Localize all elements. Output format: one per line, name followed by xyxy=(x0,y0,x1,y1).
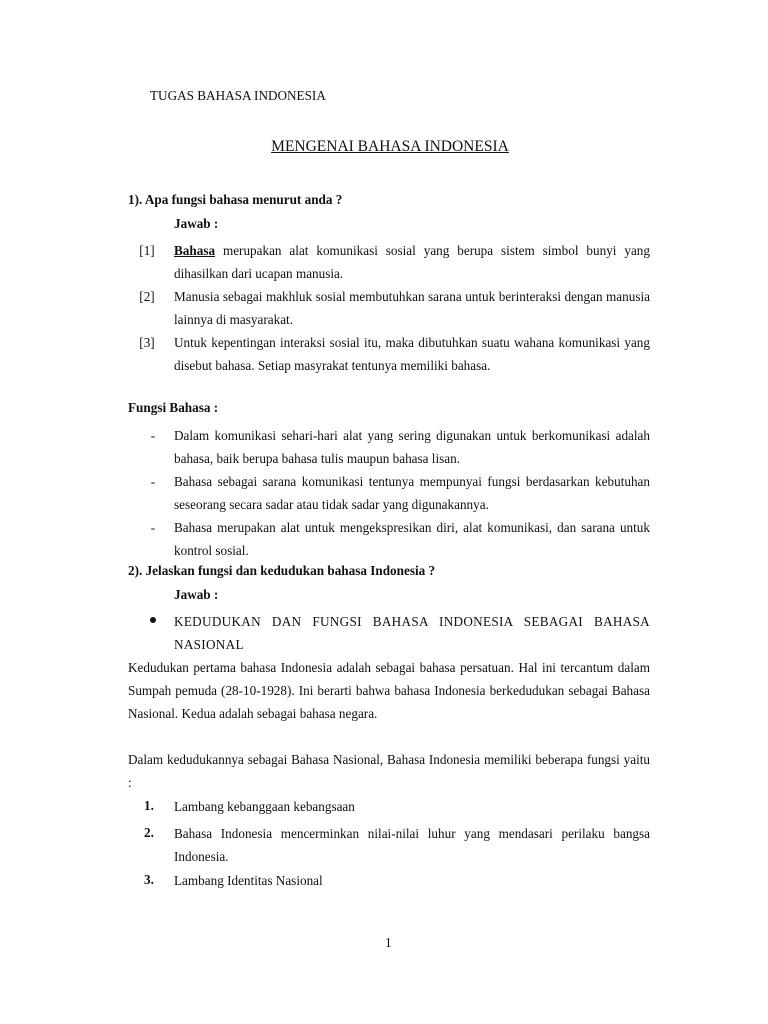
list-number: 1. xyxy=(144,798,154,813)
list-number: [2] xyxy=(139,289,155,304)
keyword-bahasa: Bahasa xyxy=(174,243,216,258)
question-1: 1). Apa fungsi bahasa menurut anda ? xyxy=(128,192,343,207)
paragraph: Kedudukan pertama bahasa Indonesia adalah sebagai bahasa persatuan. Hal ini tercantum dalam Sumpah pemuda (28-10-1928). Ini berarti bahwa bahasa Indonesia berkedudukan sebagai Bahasa Nasional. Kedua adalah sebagai bahasa negara. xyxy=(128,660,650,721)
section-heading-fungsi: Fungsi Bahasa : xyxy=(128,400,219,415)
answer-label-2: Jawab : xyxy=(174,587,219,602)
list-item: Lambang Identitas Nasional xyxy=(174,873,323,888)
list-item: Untuk kepentingan interaksi sosial itu, maka dibutuhkan suatu wahana komunikasi yang disebut bahasa. Setiap masyrakat tentunya memiliki bahasa. xyxy=(174,335,650,373)
paragraph: Dalam kedudukannya sebagai Bahasa Nasional, Bahasa Indonesia memiliki beberapa fungsi yaitu : xyxy=(128,752,650,790)
page-title: MENGENAI BAHASA INDONESIA xyxy=(271,138,509,155)
list-number: [3] xyxy=(139,335,155,350)
question-2: 2). Jelaskan fungsi dan kedudukan bahasa Indonesia ? xyxy=(128,563,436,578)
list-item: Manusia sebagai makhluk sosial membutuhkan sarana untuk berinteraksi dengan manusia lainnya di masyarakat. xyxy=(174,289,650,327)
page-number: 1 xyxy=(385,935,392,950)
list-item: Lambang kebanggaan kebangsaan xyxy=(174,799,355,814)
dash-marker: - xyxy=(150,474,156,489)
assignment-header: TUGAS BAHASA INDONESIA xyxy=(150,88,326,103)
list-number: 2. xyxy=(144,825,154,840)
answer-label-1: Jawab : xyxy=(174,216,219,231)
list-item: Bahasa sebagai sarana komunikasi tentunya mempunyai fungsi berdasarkan kebutuhan seseorang secara sadar atau tidak sadar yang digunakannya. xyxy=(174,474,650,512)
list-item: Bahasa Indonesia mencerminkan nilai-nilai luhur yang mendasari perilaku bangsa Indonesia. xyxy=(174,826,650,864)
list-number: 3. xyxy=(144,872,154,887)
dash-marker: - xyxy=(150,428,156,443)
dash-marker: - xyxy=(150,520,156,535)
list-item: Bahasa merupakan alat komunikasi sosial yang berupa sistem simbol bunyi yang dihasilkan dari ucapan manusia. xyxy=(174,243,650,281)
list-item: Dalam komunikasi sehari-hari alat yang sering digunakan untuk berkomunikasi adalah bahasa, baik berupa bahasa tulis maupun bahasa lisan. xyxy=(174,428,650,466)
list-item: Bahasa merupakan alat untuk mengekspresikan diri, alat komunikasi, dan sarana untuk kontrol sosial. xyxy=(174,520,650,558)
subsection-heading: KEDUDUKAN DAN FUNGSI BAHASA INDONESIA SEBAGAI BAHASA NASIONAL xyxy=(174,614,650,652)
list-number: [1] xyxy=(139,243,155,258)
bullet-icon xyxy=(150,617,156,623)
